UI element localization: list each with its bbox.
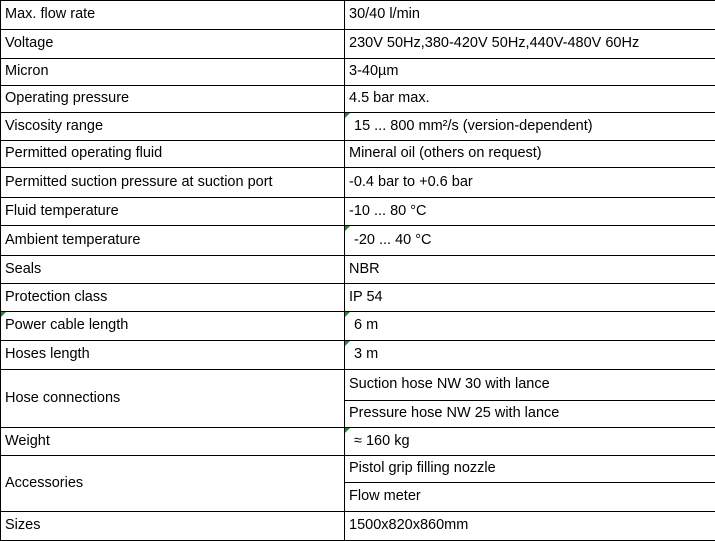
spec-label: Hoses length <box>1 341 345 370</box>
spec-label: Ambient temperature <box>1 226 345 256</box>
spec-label: Permitted suction pressure at suction port <box>1 168 345 198</box>
table-row <box>1 512 715 541</box>
spec-value: Flow meter <box>345 483 715 512</box>
table-row <box>1 141 715 168</box>
table-row <box>1 284 715 312</box>
table-row <box>1 428 715 456</box>
spec-value: 230V 50Hz,380-420V 50Hz,440V-480V 60Hz <box>345 30 715 59</box>
table-row <box>1 59 715 86</box>
spec-label: Operating pressure <box>1 86 345 113</box>
table-row <box>1 312 715 341</box>
table-row <box>1 370 715 401</box>
spec-value: 3 m <box>345 341 715 370</box>
spec-value: 15 ... 800 mm²/s (version-dependent) <box>345 113 715 141</box>
spec-label: Protection class <box>1 284 345 312</box>
spec-value: ≈ 160 kg <box>345 428 715 456</box>
spec-label: Hose connections <box>1 370 345 428</box>
spec-value: 6 m <box>345 312 715 341</box>
table-row <box>1 86 715 113</box>
table-row <box>1 113 715 141</box>
table-row <box>1 341 715 370</box>
spec-label: Weight <box>1 428 345 456</box>
spec-label: Accessories <box>1 456 345 512</box>
table-row <box>1 30 715 59</box>
spec-label: Max. flow rate <box>1 1 345 30</box>
spec-value: IP 54 <box>345 284 715 312</box>
spec-value: NBR <box>345 256 715 284</box>
spec-value: 30/40 l/min <box>345 1 715 30</box>
spec-value: 1500x820x860mm <box>345 512 715 541</box>
table-row <box>1 168 715 198</box>
spec-label: Power cable length <box>1 312 345 341</box>
table-row <box>1 198 715 226</box>
table-row <box>1 226 715 256</box>
spec-label: Voltage <box>1 30 345 59</box>
table-row <box>1 1 715 30</box>
spec-label: Seals <box>1 256 345 284</box>
spec-value: -10 ... 80 °C <box>345 198 715 226</box>
spec-label: Viscosity range <box>1 113 345 141</box>
spec-value: Mineral oil (others on request) <box>345 141 715 168</box>
spec-value: Suction hose NW 30 with lance <box>345 370 715 401</box>
spec-value: Pistol grip filling nozzle <box>345 456 715 483</box>
spec-label: Fluid temperature <box>1 198 345 226</box>
table-row <box>1 456 715 483</box>
spec-value: -0.4 bar to +0.6 bar <box>345 168 715 198</box>
spec-label: Micron <box>1 59 345 86</box>
table-row <box>1 256 715 284</box>
spec-value: -20 ... 40 °C <box>345 226 715 256</box>
spec-value: 3-40µm <box>345 59 715 86</box>
spec-value: 4.5 bar max. <box>345 86 715 113</box>
spec-label: Permitted operating fluid <box>1 141 345 168</box>
spec-label: Sizes <box>1 512 345 541</box>
spec-value: Pressure hose NW 25 with lance <box>345 401 715 428</box>
